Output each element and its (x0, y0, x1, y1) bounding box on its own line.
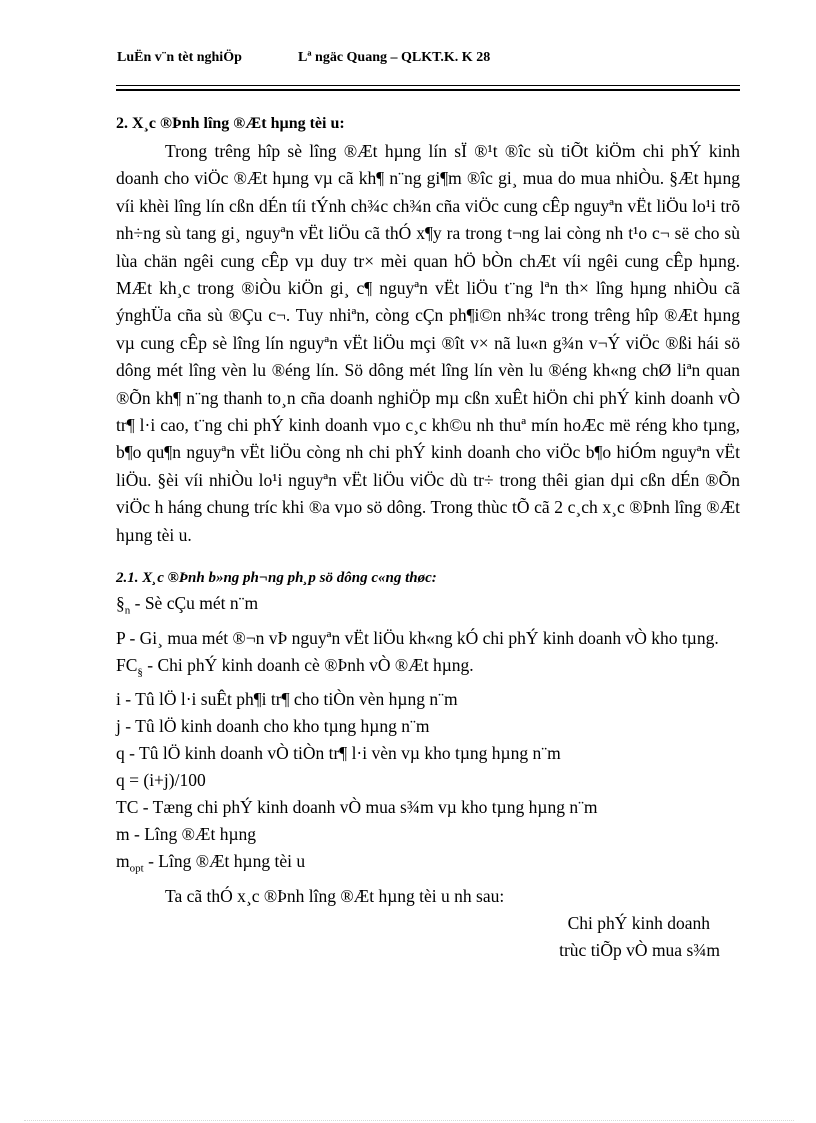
definition-line: $FC_\S$ - Chi phÝ kinh doanh cè ®Þnh vÒ ®Æt hµng. (116, 654, 474, 679)
header-thesis-label: LuËn v¨n tèt nghiÖp (117, 50, 242, 65)
definition-line: P - Gi¸ mua mét ®¬n vÞ nguyªn vËt liÖu kh«ng kÓ chi phÝ kinh doanh vÒ kho tµng. (116, 627, 719, 648)
header-rule-thin (116, 85, 740, 86)
page-bottom-border (24, 1120, 794, 1121)
definition-line: $\S_n$ - Sè cÇu mét n¨m (116, 593, 259, 617)
subsection-heading: 2.1. X¸c ®Þnh b»ng ph¬ng ph¸p sö dông c«ng thøc: (116, 570, 437, 587)
body-paragraph: Trong trêng hîp sè lîng ®Æt hµng lín sÏ ®¹t ®îc sù tiÕt kiÖm chi phÝ kinh doanh cho viÖc ®Æt hµng vµ cã kh¶ n¨ng gi¶m ®îc gi¸ mua do mua nhiÒu. §Æt hµng víi khèi lîng lín cßn dÉn tíi tÝnh ch¾c ch¾n cña viÖc cung cÊp nguyªn vËt liÖu lo¹i trõ nh÷ng sù tang gi¸ nguyªn vËt liÖu cã thÓ x¶y ra trong t¬ng lai còng nh t¹o c¬ së cho sù lùa chän ngêi cung cÊp vµ duy tr× mèi quan hÖ bÒn chÆt víi ngêi cung cÊp hµng. MÆt kh¸c trong ®iÒu kiÖn gi¸ c¶ nguyªn vËt liÖu t¨ng lªn th× lîng hµng nhiÒu cã ýnghÜa cña sù ®Çu c¬. Tuy nhiªn, còng cÇn ph¶i©n nh¾c trong trêng hîp ®Æt hµng vµ cung cÊp sè lîng lín nguyªn vËt liÖu mçi ®ît v× nã lu«n g¾n v¬Ý viÖc ®ßi hái sö dông mét lîng vèn lu ®éng lín. Sö dông mét lîng lín vèn lu ®éng kh«ng chØ liªn quan ®Õn kh¶ n¨ng thanh to¸n cña doanh nghiÖp mµ cßn xuÊt hiÖn chi phÝ kinh doanh vÒ tr¶ l·i cao, t¨ng chi phÝ kinh doanh vµo c¸c kh©u nh thuª mín hoÆc më réng kho tµng, b¶o qu¶n nguyªn vËt liÖu còng nh chi phÝ kinh doanh cho viÖc b¶o hiÓm nguyªn vËt liÖu. §èi víi nhiÒu lo¹i nguyªn vËt liÖu viÖc dù tr÷ trong thêi gian dµi cßn dÉn ®Õn viÖc h háng chung tríc khi ®a vµo sö dông. Trong thùc tÕ cã 2 c¸ch x¸c ®Þnh lîng ®Æt hµng tèi u. (116, 141, 740, 545)
section-heading: 2. X¸c ®Þnh lîng ®Æt hµng tèi u: (116, 115, 345, 132)
header-rule-thick (116, 89, 740, 91)
formula-label-line-1: Chi phÝ kinh doanh (567, 912, 710, 933)
definition-line: q = (i+j)/100 (116, 770, 206, 791)
formula-label-line-2: trùc tiÕp vÒ mua s¾m (559, 939, 720, 960)
page-body (116, 110, 740, 964)
formula-intro: Ta cã thÓ x¸c ®Þnh lîng ®Æt hµng tèi u nh sau: (165, 885, 505, 906)
definition-line: q - Tû lÖ kinh doanh vÒ tiÒn tr¶ l·i vèn vµ kho tµng hµng n¨m (116, 743, 561, 764)
definition-line: $m_{opt}$ - Lîng ®Æt hµng tèi u (116, 851, 306, 875)
definition-line: m - Lîng ®Æt hµng (116, 824, 257, 845)
variable-definitions (116, 590, 740, 883)
definition-line: TC - Tæng chi phÝ kinh doanh vÒ mua s¾m vµ kho tµng hµng n¨m (116, 797, 598, 818)
definition-line: j - Tû lÖ kinh doanh cho kho tµng hµng n¨m (116, 716, 430, 737)
page-header (117, 50, 737, 66)
header-author-label: Lª ngäc Quang – QLKT.K. K 28 (298, 50, 491, 65)
definition-line: i - Tû lÖ l·i suÊt ph¶i tr¶ cho tiÒn vèn hµng n¨m (116, 689, 458, 710)
